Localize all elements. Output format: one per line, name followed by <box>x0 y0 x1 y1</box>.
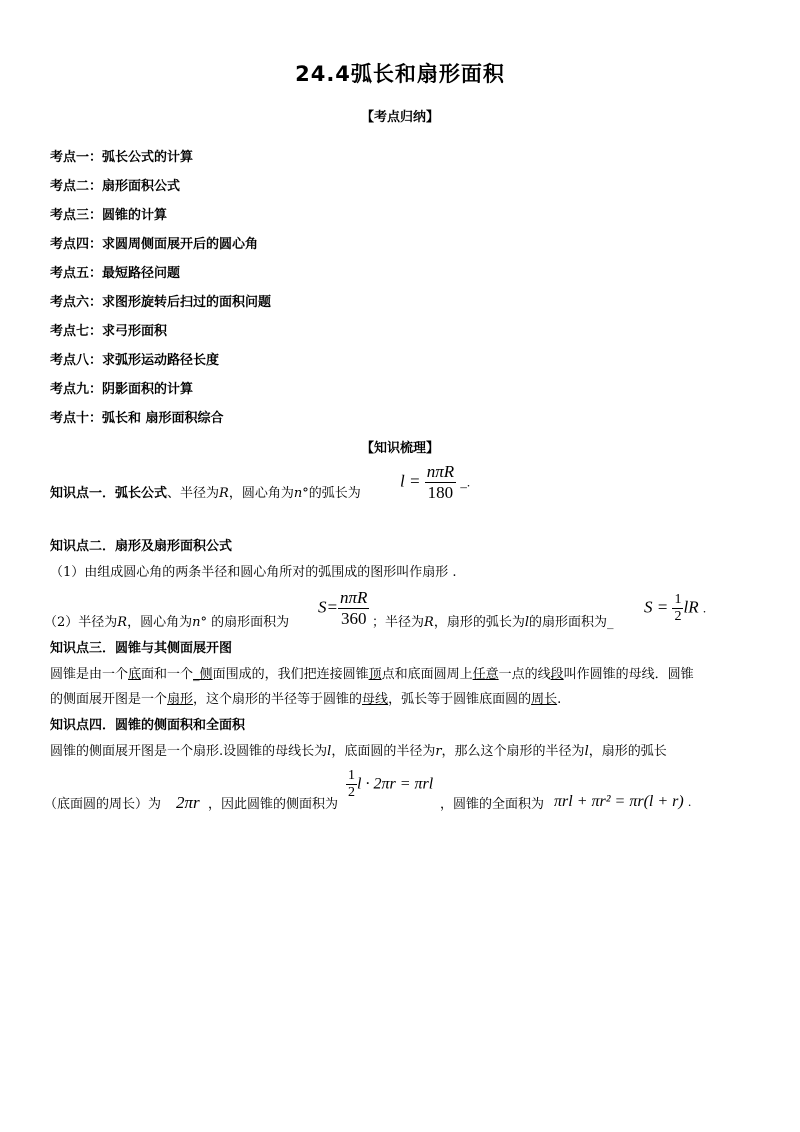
k4-lateral-area-formula: $\frac{1}{2}$ l · 2πr = πrl <box>348 768 434 800</box>
k4-line2c: ，圆锥的全面积为 <box>440 797 545 812</box>
kaodian-5: 考点五：最短路径问题 <box>50 266 181 281</box>
k4-circumference: 2πr <box>176 793 200 812</box>
k4-total-area-formula: πrl + πr² = πr(l + r) . <box>554 793 692 810</box>
k2-sector-area-formula: S= $\frac{\text{nπR}}{360}$ <box>318 588 368 628</box>
k4-line2a: （底面圆的周长）为 <box>44 797 162 812</box>
kaodian-6: 考点六：求图形旋转后扫过的面积问题 <box>50 295 272 310</box>
k4-line1: 圆锥的侧面展开图是一个扇形.设圆锥的母线长为l，底面圆的半径为r，那么这个扇形的半径为l，扇形的弧长 <box>50 744 667 759</box>
kaodian-1: 考点一：弧长公式的计算 <box>50 150 194 165</box>
kaodian-9: 考点九：阴影面积的计算 <box>50 382 194 397</box>
kaodian-2: 考点二：扇形面积公式 <box>50 179 181 194</box>
kaodian-10: 考点十：弧长和 扇形面积综合 <box>50 411 224 426</box>
page-title: 24.4弧长和扇形面积 <box>295 62 505 86</box>
k2-p2: （2）半径为R，圆心角为n° 的扇形面积为 <box>44 615 290 630</box>
kaodian-7: 考点七：求弓形面积 <box>50 324 168 339</box>
k4-label: 知识点四．圆锥的侧面积和全面积 <box>50 718 246 733</box>
k3-label: 知识点三．圆锥与其侧面展开图 <box>50 641 233 656</box>
k4-line2b: ，因此圆锥的侧面积为 <box>208 797 339 812</box>
k3-line2: 的侧面展开图是一个扇形，这个扇形的半径等于圆锥的母线，弧长等于圆锥底面圆的周长. <box>50 692 562 707</box>
summary-heading: 【考点归纳】 <box>360 110 439 125</box>
k1-arc-length-formula: l = $\frac{\text{nπR}}{180}$ _. <box>400 462 471 502</box>
k2-sector-area-formula-2: S = $\frac{1}{2}$ lR . <box>644 592 707 624</box>
kaodian-3: 考点三：圆锥的计算 <box>50 208 168 223</box>
k1-label: 知识点一．弧长公式 <box>50 486 168 501</box>
kaodian-8: 考点八：求弧形运动路径长度 <box>50 353 220 368</box>
k1-line: 知识点一．弧长公式、半径为R，圆心角为n°的弧长为 <box>50 486 361 501</box>
k2-p2-cont: ；半径为R，扇形的弧长为l的扇形面积为_ <box>372 615 614 630</box>
k3-line1: 圆锥是由一个底面和一个_侧面围成的，我们把连接圆锥顶点和底面圆周上任意一点的线段叫作圆锥的母线．圆锥 <box>50 667 694 682</box>
kaodian-4: 考点四：求圆周侧面展开后的圆心角 <box>50 237 259 252</box>
k2-label: 知识点二．扇形及扇形面积公式 <box>50 539 233 554</box>
k2-p1: （1）由组成圆心角的两条半径和圆心角所对的弧围成的图形叫作扇形 . <box>50 565 457 580</box>
knowledge-heading: 【知识梳理】 <box>360 441 439 456</box>
